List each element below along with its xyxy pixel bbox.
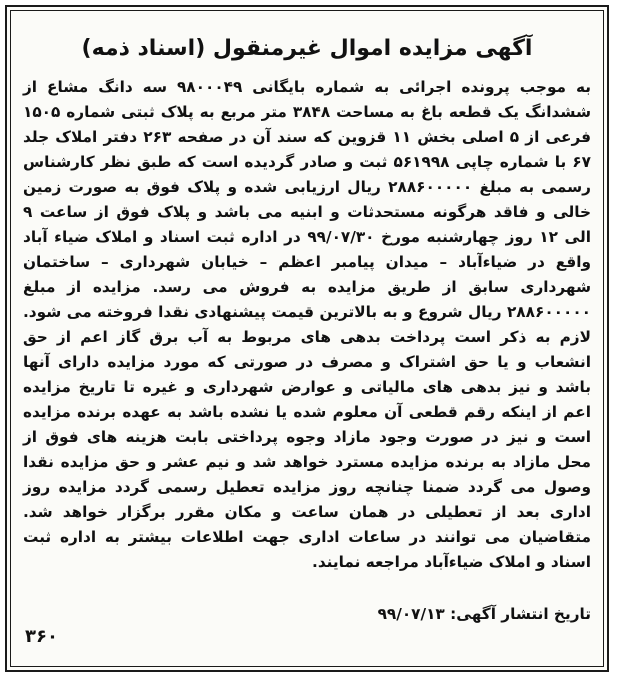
notice-title: آگهی مزایده اموال غیرمنقول (اسناد ذمه) xyxy=(81,36,533,61)
publish-date: تاریخ انتشار آگهی: ۹۹/۰۷/۱۳ xyxy=(377,605,591,623)
notice-frame xyxy=(5,5,609,672)
ad-code-number: ۳۶۰ xyxy=(25,626,58,647)
notice-body: به موجب پرونده اجرائی به شماره بایگانی ۹۸۰۰۰۴۹ سه دانگ مشاع از ششدانگ یک قطعه باغ به مساحت ۳۸۴۸ متر مربع به پلاک ثبتی شماره ۱۵۰۵ فرعی از ۵ اصلی بخش ۱۱ قزوین که سند آن در صفحه ۲۶۳ دفتر املاک جلد ۶۷ با شماره چاپی ۵۶۱۹۹۸ ثبت و صادر گردیده است که طبق نظر کارشناس رسمی به مبلغ ۲۸۸۶۰۰۰۰۰ ریال ارزیابی شده و پلاک فوق به صورت زمین خالی و فاقد هرگونه مستحدثات و ابنیه می باشد و پلاک فوق از ساعت ۹ الی ۱۲ روز چهارشنبه مورخ ۹۹/۰۷/۳۰ در اداره ثبت اسناد و املاک ضیاء آباد واقع در ضیاءآباد – میدان پیامبر اعظم – خیابان شهرداری – ساختمان شهرداری سابق از طریق مزایده به فروش می رسد. مزایده از مبلغ ۲۸۸۶۰۰۰۰۰ ریال شروع و به بالاترین قیمت پیشنهادی نقدا فروخته می شود. لازم به ذکر است پرداخت بدهی های مربوط به آب برق گاز اعم از حق انشعاب و یا حق اشتراک و مصرف در صورتی که مورد مزایده دارای آنها باشد و نیز بدهی های مالیاتی و عوارض شهرداری و غیره تا تاریخ مزایده اعم از اینکه رقم قطعی آن معلوم شده یا نشده باشد به عهده برنده مزایده است و نیز در صورت وجود مازاد وجوه پرداختی بابت هزینه های فوق از محل مازاد به برنده مزایده مسترد خواهد شد و نیم عشر و حق مزایده نقدا وصول می گردد ضمنا چنانچه روز مزایده تعطیل رسمی گردد مزایده روز اداری بعد از تعطیلی در همان ساعت و مکان مقرر برگزار خواهد شد. متقاضیان می توانند در ساعات اداری جهت اطلاعات بیشتر به اداره ثبت اسناد و املاک ضیاءآباد مراجعه نمایند. xyxy=(23,78,591,571)
